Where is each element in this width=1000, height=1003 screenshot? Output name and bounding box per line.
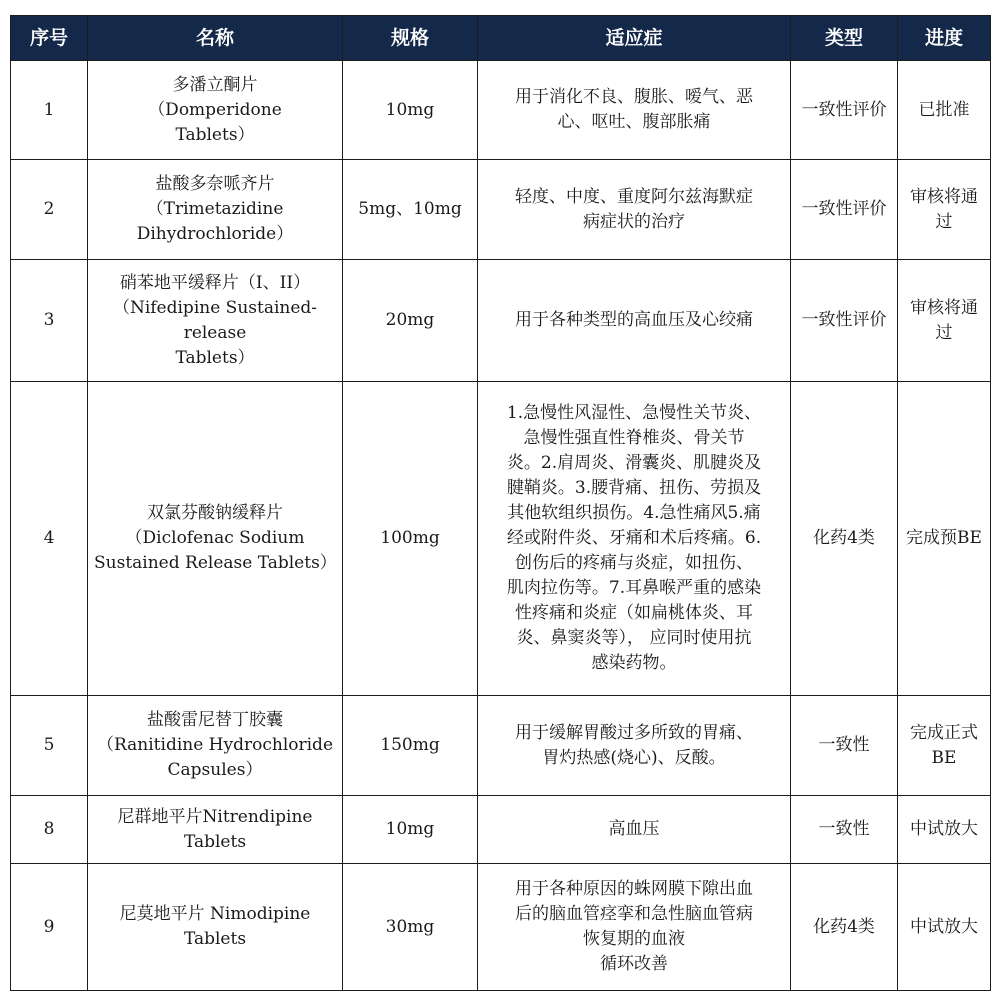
cell-name	[88, 160, 343, 260]
cell-indication-line: 用于消化不良、腹胀、嗳气、恶	[515, 87, 753, 107]
cell-progress-line: 审核将通	[910, 297, 978, 318]
table-row	[11, 260, 991, 382]
cell-spec: 100mg	[343, 382, 478, 696]
cell-indication-line: 炎。2.肩周炎、滑囊炎、肌腱炎及	[506, 453, 762, 473]
cell-progress	[898, 864, 991, 991]
cell-name-line: Sustained Release Tablets）	[94, 553, 337, 573]
cell-spec: 30mg	[343, 864, 478, 991]
cell-name	[88, 260, 343, 382]
cell-progress	[898, 260, 991, 382]
cell-spec: 10mg	[343, 796, 478, 864]
header-row	[11, 16, 991, 61]
cell-indication-line: 病症状的治疗	[583, 211, 685, 232]
cell-indication-line: 循环改善	[600, 954, 668, 974]
cell-name-line: Tablets）	[175, 124, 255, 145]
cell-indication-line: 感染药物。	[591, 653, 677, 673]
cell-name-line: 盐酸雷尼替丁胶囊	[147, 710, 283, 730]
cell-name	[88, 61, 343, 160]
cell-indication-line: 高血压	[608, 819, 660, 839]
cell-indication-line: 其他软组织损伤。4.急性痛风5.痛	[507, 503, 761, 523]
table-row	[11, 61, 991, 160]
cell-name-line: （Trimetazidine	[146, 199, 284, 219]
cell-indication	[478, 864, 791, 991]
cell-name-line: 尼莫地平片 Nimodipine	[119, 904, 311, 924]
cell-indication	[478, 61, 791, 160]
cell-indication-line: 后的脑血管痉挛和急性脑血管病	[515, 904, 753, 924]
cell-indication-line: 用于缓解胃酸过多所致的胃痛、	[515, 722, 753, 743]
cell-indication-line: 经或附件炎、牙痛和术后疼痛。6.	[506, 528, 762, 548]
cell-spec: 20mg	[343, 260, 478, 382]
cell-name-line: （Diclofenac Sodium	[125, 528, 305, 548]
cell-progress	[898, 61, 991, 160]
cell-type: 化药4类	[791, 864, 898, 991]
cell-indication-line: 胃灼热感(烧心)、反酸。	[542, 747, 726, 768]
cell-type: 一致性评价	[791, 61, 898, 160]
cell-indication	[478, 382, 791, 696]
cell-no: 8	[11, 796, 88, 864]
cell-type: 一致性评价	[791, 160, 898, 260]
cell-progress-line: 审核将通	[910, 186, 978, 207]
cell-spec: 10mg	[343, 61, 478, 160]
cell-name-line: 硝苯地平缓释片（I、II）	[119, 272, 311, 293]
cell-name-line: Tablets）	[175, 347, 255, 368]
header-spec: 规格	[343, 16, 478, 61]
cell-indication-line: 恢复期的血液	[583, 929, 685, 949]
cell-indication-line: 轻度、中度、重度阿尔兹海默症	[515, 186, 753, 207]
cell-name	[88, 382, 343, 696]
cell-indication-line: 心、呕吐、腹部胀痛	[557, 112, 711, 132]
cell-no: 4	[11, 382, 88, 696]
cell-spec: 5mg、10mg	[343, 160, 478, 260]
cell-indication-line: 腱鞘炎。3.腰背痛、扭伤、劳损及	[506, 478, 762, 498]
table-row	[11, 160, 991, 260]
cell-name-line: release	[183, 322, 247, 343]
header-indication: 适应症	[478, 16, 791, 61]
cell-indication-line: 用于各种类型的高血压及心绞痛	[515, 310, 753, 330]
cell-indication	[478, 260, 791, 382]
cell-name	[88, 796, 343, 864]
cell-progress-line: 过	[935, 322, 953, 343]
cell-name-line: 多潘立酮片	[172, 74, 258, 95]
cell-no: 1	[11, 61, 88, 160]
cell-name-line: Tablets	[183, 929, 247, 949]
cell-indication-line: 1.急慢性风湿性、急慢性关节炎、	[506, 403, 762, 423]
table-row	[11, 382, 991, 696]
cell-name	[88, 864, 343, 991]
cell-indication-line: 急慢性强直性脊椎炎、骨关节	[523, 428, 745, 448]
cell-type: 一致性	[791, 696, 898, 796]
cell-indication-line: 创伤后的疼痛与炎症，如扭伤、	[515, 553, 753, 573]
cell-type: 一致性	[791, 796, 898, 864]
table-row	[11, 796, 991, 864]
cell-progress-line: BE	[931, 747, 957, 768]
header-name: 名称	[88, 16, 343, 61]
cell-indication-line: 炎、鼻窦炎等）， 应同时使用抗	[516, 628, 752, 648]
cell-indication-line: 肌肉拉伤等。7.耳鼻喉严重的感染	[506, 578, 762, 598]
cell-name-line: 盐酸多奈哌齐片	[155, 174, 275, 194]
cell-progress	[898, 160, 991, 260]
header-no: 序号	[11, 16, 88, 61]
cell-indication	[478, 696, 791, 796]
cell-name-line: Capsules）	[167, 760, 263, 780]
cell-name-line: Tablets	[183, 831, 247, 852]
cell-progress-line: 完成预BE	[906, 528, 982, 548]
drug-pipeline-table	[10, 15, 991, 991]
cell-name-line: Dihydrochloride）	[136, 224, 294, 244]
cell-progress-line: 完成正式	[910, 722, 978, 743]
cell-name-line: （Nifedipine Sustained-	[112, 297, 318, 318]
cell-indication	[478, 160, 791, 260]
cell-spec: 150mg	[343, 696, 478, 796]
cell-no: 3	[11, 260, 88, 382]
cell-progress-line: 已批准	[918, 99, 970, 120]
cell-progress	[898, 382, 991, 696]
table-body	[11, 61, 991, 991]
cell-progress-line: 中试放大	[910, 916, 978, 937]
cell-no: 2	[11, 160, 88, 260]
table-header	[11, 16, 991, 61]
cell-type: 化药4类	[791, 382, 898, 696]
cell-progress	[898, 696, 991, 796]
cell-no: 9	[11, 864, 88, 991]
cell-progress-line: 过	[935, 211, 953, 232]
header-type: 类型	[791, 16, 898, 61]
cell-name-line: （Domperidone	[148, 99, 282, 120]
cell-name-line: （Ranitidine Hydrochloride	[96, 735, 334, 755]
cell-progress-line: 中试放大	[910, 819, 978, 839]
header-progress: 进度	[898, 16, 991, 61]
table-row	[11, 696, 991, 796]
cell-indication-line: 性疼痛和炎症（如扁桃体炎、耳	[515, 603, 753, 623]
cell-name-line: 尼群地平片Nitrendipine	[117, 806, 313, 827]
cell-progress	[898, 796, 991, 864]
cell-no: 5	[11, 696, 88, 796]
cell-type: 一致性评价	[791, 260, 898, 382]
cell-name	[88, 696, 343, 796]
table-row	[11, 864, 991, 991]
cell-indication	[478, 796, 791, 864]
cell-indication-line: 用于各种原因的蛛网膜下隙出血	[515, 879, 753, 899]
cell-name-line: 双氯芬酸钠缓释片	[147, 503, 283, 523]
